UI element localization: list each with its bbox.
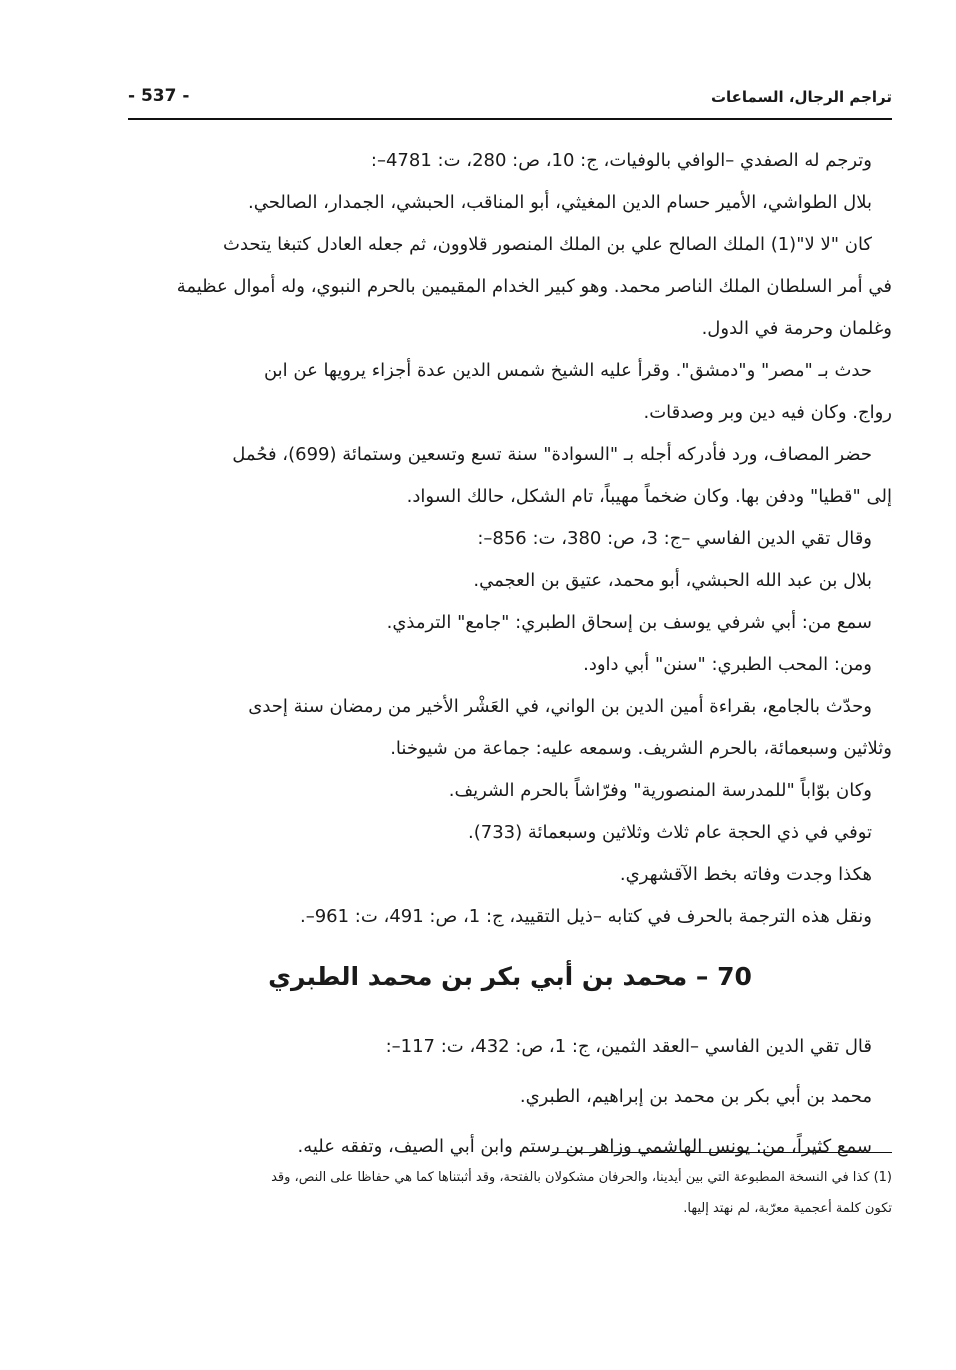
paragraph-line: محمد بن أبي بكر بن محمد بن إبراهيم، الطبري. [519,1086,872,1107]
paragraph-line: توفي في ذي الحجة عام ثلاث وثلاثين وسبعمائة (733). [468,822,872,843]
paragraph-line: بلال بن عبد الله الحبشي، أبو محمد، عتيق بن العجمي. [473,570,872,591]
paragraph-line: وكان بوّاباً "للمدرسة المنصورية" وفرّاشاً بالحرم الشريف. [448,780,872,801]
paragraph-line: حدث بـ "مصر" و"دمشق". وقرأ عليه الشيخ شمس الدين عدة أجزاء يرويها عن ابن [263,360,872,381]
paragraph-line: ومن: المحب الطبري: "سنن" أبي داود. [583,654,872,675]
page-number: - 537 - [128,86,190,106]
paragraph-line: ونقل هذه الترجمة بالحرف في كتابه –ذيل التقييد، ج: 1، ص: 491، ت: 961–. [299,906,872,927]
footnote-line: (1) كذا في النسخة المطبوعة التي بين أيدينا، والحرفان مشكولان بالفتحة، وقد أثبتناها كما هي حفاظا على النص، وقد [271,1170,892,1185]
paragraph-line: إلى "قطيا" ودفن بها. وكان ضخماً مهيباً، تام الشكل، حالك السواد. [406,486,892,507]
entry-heading: 70 – محمد بن أبي بكر بن محمد الطبري [268,962,752,991]
main-text [128,140,892,1172]
paragraph-line: سمع كثيراً، من: يونس الهاشمي وزاهر بن رستم وابن أبي الصيف، وتفقه عليه. [297,1136,872,1157]
paragraph-line: وحدّث بالجامع، بقراءة أمين الدين بن الواني، في العَشْر الأخير من رمضان سنة إحدى [248,696,872,717]
paragraph-line: سمع من: أبي شرفي يوسف بن إسحاق الطبري: "جامع" الترمذي. [386,612,872,633]
paragraph-line: بلال الطواشي، الأمير حسام الدين المغيثي، أبو المناقب، الحبشي، الجمدار، الصالحي. [248,192,872,213]
footnote-separator [552,1152,892,1153]
paragraph-line: حضر المصاف، ورد فأدركه أجله بـ "السوادة" سنة تسع وتسعين وستمائة (699)، فحُمل [232,444,872,465]
paragraph-line: وثلاثين وسبعمائة، بالحرم الشريف. وسمعه عليه: جماعة من شيوخنا. [390,738,892,759]
paragraph-line: رواج. وكان فيه دين وبر وصدقات. [643,402,892,423]
paragraph-line: وغلمان وحرمة في الدول. [701,318,892,339]
footnote-line: تكون كلمة أعجمية معرّبة، لم نهتد إليها. [683,1201,892,1216]
paragraph-line: وترجم له الصفدي –الوافي بالوفيات، ج: 10، ص: 280، ت: 4781–: [370,150,872,171]
running-header [128,88,892,120]
footnotes [128,1162,892,1224]
paragraph-line: هكذا وجدت وفاته بخط الآقشهري. [619,864,872,885]
paragraph-line: كان "لا لا"(1) الملك الصالح علي بن الملك المنصور قلاوون، ثم جعله العادل كتبغا يتحدث [223,234,872,255]
paragraph-line: وقال تقي الدين الفاسي –ج: 3، ص: 380، ت: 856–: [477,528,872,549]
paragraph-line: قال تقي الدين الفاسي –العقد الثمين، ج: 1، ص: 432، ت: 117–: [385,1036,872,1057]
paragraph-line: في أمر السلطان الملك الناصر محمد. وهو كبير الخدام المقيمين بالحرم النبوي، وله أموال عظيمة [176,276,892,297]
running-header-title: تراجم الرجال، السماعات [710,88,892,106]
